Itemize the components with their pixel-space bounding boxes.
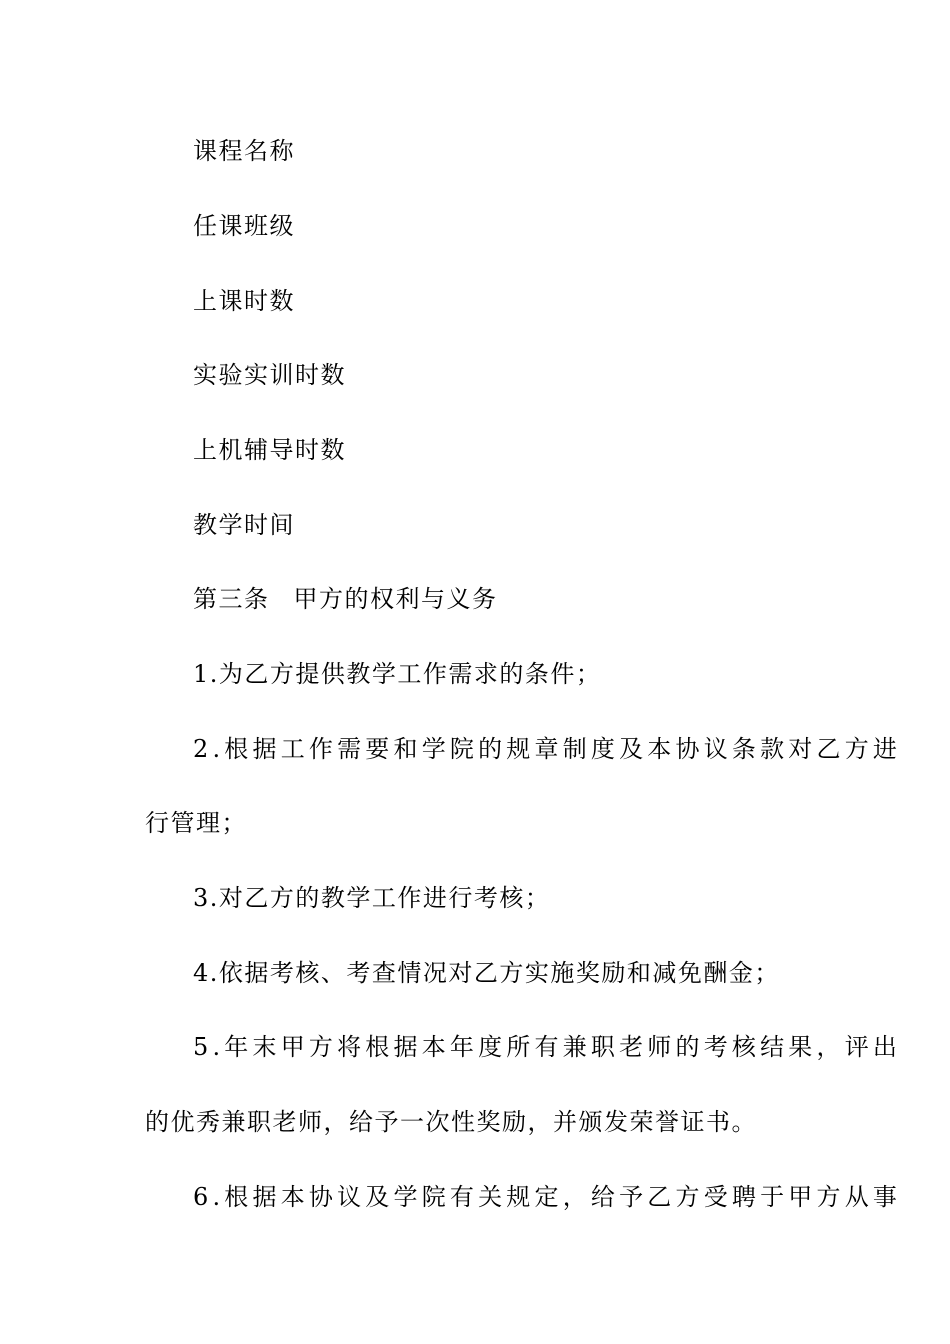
list-item-2-line-1: 2.根据工作需要和学院的规章制度及本协议条款对乙方进: [193, 735, 902, 763]
list-item-5-line-1: 5.年末甲方将根据本年度所有兼职老师的考核结果，评出: [193, 1033, 902, 1061]
list-item-2-line-2: 行管理；: [145, 809, 247, 837]
list-item-3: 3.对乙方的教学工作进行考核；: [193, 884, 551, 912]
field-teaching-time: 教学时间: [193, 511, 295, 539]
field-lab-hours: 实验实训时数: [193, 361, 346, 389]
list-item-4: 4.依据考核、考查情况对乙方实施奖励和减免酬金；: [193, 959, 780, 987]
field-computer-hours: 上机辅导时数: [193, 436, 346, 464]
list-item-5-line-2: 的优秀兼职老师，给予一次性奖励，并颁发荣誉证书。: [145, 1108, 757, 1136]
article-heading: [193, 583, 498, 615]
field-class-hours: 上课时数: [193, 287, 295, 315]
field-course-name: 课程名称: [193, 137, 295, 165]
article-number: 第三条: [193, 585, 270, 613]
list-item-1: 1.为乙方提供教学工作需求的条件；: [193, 660, 602, 688]
article-title: 甲方的权利与义务: [293, 585, 498, 613]
field-class: 任课班级: [193, 212, 295, 240]
list-item-6-line-1: 6.根据本协议及学院有关规定，给予乙方受聘于甲方从事: [193, 1183, 902, 1211]
